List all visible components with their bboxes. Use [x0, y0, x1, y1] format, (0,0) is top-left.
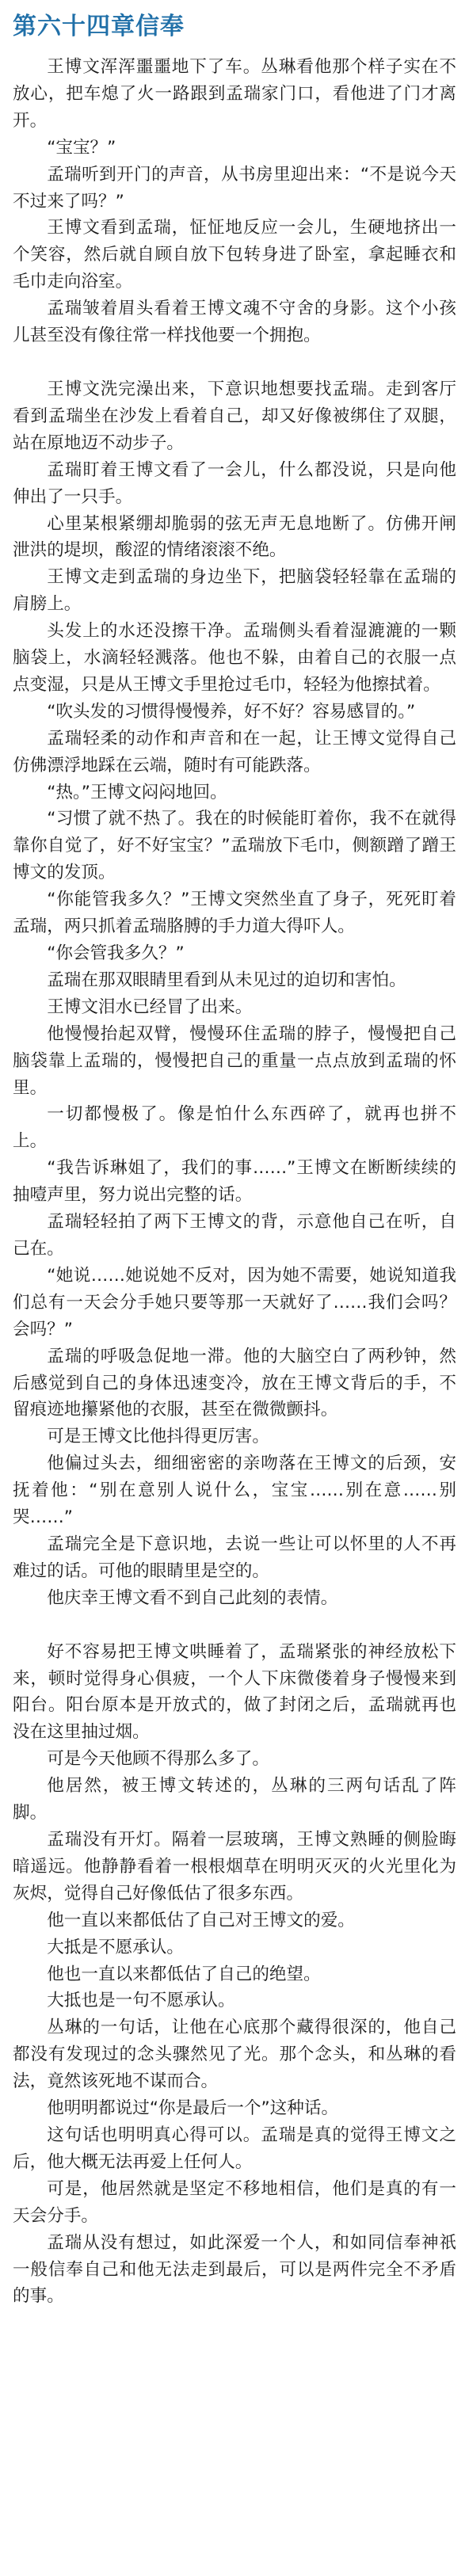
paragraph: 孟瑞完全是下意识地，去说一些让可以怀里的人不再难过的话。可他的眼睛里是空的。 — [13, 1534, 456, 1581]
paragraph: 头发上的水还没擦干净。孟瑞侧头看着湿漉漉的一颗脑袋上，水滴轻轻溅落。他也不躲，由着自己的衣服一点点变湿，只是从王博文手里抢过毛巾，轻轻为他擦拭着。 — [13, 621, 456, 695]
paragraph: 一切都慢极了。像是怕什么东西碎了，就再也拼不上。 — [13, 1104, 456, 1152]
chapter-title: 第六十四章信奉 — [13, 13, 185, 40]
paragraph: 王博文看到孟瑞，怔怔地反应一会儿，生硬地挤出一个笑容，然后就自顾自放下包转身进了卧室，拿起睡衣和毛巾走向浴室。 — [13, 218, 456, 292]
paragraph: 他偏过头去，细细密密的亲吻落在王博文的后颈，安抚着他：“别在意别人说什么，宝宝……别在意……别哭……” — [13, 1454, 456, 1528]
paragraph: 孟瑞轻轻拍了两下王博文的背，示意他自己在听，自己在。 — [13, 1212, 456, 1259]
paragraph-gap — [13, 1612, 456, 1639]
paragraph: 他明明都说过“你是最后一个”这种话。 — [47, 2098, 339, 2119]
paragraph: 孟瑞没有开灯。隔着一层玻璃，王博文熟睡的侧脸晦暗遥远。他静静看着一根根烟草在明明灭灭的火光里化为灰烬，觉得自己好像低估了很多东西。 — [13, 1830, 456, 1903]
chapter-body — [13, 54, 456, 2310]
paragraph-gap — [13, 349, 456, 376]
paragraph: 这句话也明明真心得可以。孟瑞是真的觉得王博文之后，他大概无法再爱上任何人。 — [13, 2124, 456, 2172]
paragraph: 孟瑞皱着眉头看着王博文魂不守舍的身影。这个小孩儿甚至没有像往常一样找他要一个拥抱。 — [13, 299, 456, 346]
paragraph: 心里某根紧绷却脆弱的弦无声无息地断了。仿佛开闸泄洪的堤坝，酸涩的情绪滚滚不绝。 — [13, 513, 456, 561]
paragraph: 王博文浑浑噩噩地下了车。丛琳看他那个样子实在不放心，把车熄了火一路跟到孟瑞家门口，看他进了门才离开。 — [13, 57, 456, 131]
paragraph: “宝宝？” — [47, 137, 116, 158]
paragraph: 王博文洗完澡出来，下意识地想要找孟瑞。走到客厅看到孟瑞坐在沙发上看着自己，却又好像被绑住了双腿，站在原地迈不动步子。 — [13, 379, 456, 453]
paragraph: 孟瑞盯着王博文看了一会儿，什么都没说，只是向他伸出了一只手。 — [13, 459, 456, 507]
paragraph: 他居然，被王博文转述的，丛琳的三两句话乱了阵脚。 — [13, 1776, 456, 1823]
paragraph: “习惯了就不热了。我在的时候能盯着你，我不在就得靠你自觉了，好不好宝宝？”孟瑞放下毛巾，侧额蹭了蹭王博文的发顶。 — [13, 809, 456, 883]
paragraph: 王博文走到孟瑞的身边坐下，把脑袋轻轻靠在孟瑞的肩膀上。 — [13, 567, 456, 615]
paragraph: “你能管我多久？”王博文突然坐直了身子，死死盯着孟瑞，两只抓着孟瑞胳膊的手力道大得吓人。 — [13, 890, 456, 937]
paragraph: 王博文泪水已经冒了出来。 — [47, 996, 253, 1017]
paragraph: 可是今天他顾不得那么多了。 — [47, 1749, 269, 1770]
paragraph: 大抵也是一句不愿承认。 — [47, 1991, 235, 2011]
paragraph: 他也一直以来都低估了自己的绝望。 — [47, 1964, 321, 1984]
paragraph: 大抵是不愿承认。 — [47, 1937, 184, 1957]
paragraph: 孟瑞在那双眼睛里看到从未见过的迫切和害怕。 — [47, 970, 406, 990]
paragraph: 孟瑞听到开门的声音，从书房里迎出来：“不是说今天不过来了吗？” — [13, 164, 456, 211]
paragraph: 孟瑞从没有想过，如此深爱一个人，和如同信奉神祇一般信奉自己和他无法走到最后，可以是两件完全不矛盾的事。 — [13, 2232, 456, 2307]
paragraph: 他一直以来都低估了自己对王博文的爱。 — [47, 1910, 355, 1930]
paragraph: 好不容易把王博文哄睡着了，孟瑞紧张的神经放松下来，顿时觉得身心俱疲，一个人下床微偻着身子慢慢来到阳台。阳台原本是开放式的，做了封闭之后，孟瑞就再也没在这里抽过烟。 — [13, 1641, 456, 1743]
paragraph: 孟瑞的呼吸急促地一滞。他的大脑空白了两秒钟，然后感觉到自己的身体迅速变冷，放在王博文背后的手，不留痕迹地攥紧他的衣服，甚至在微微颤抖。 — [13, 1346, 456, 1420]
paragraph: 可是，他居然就是坚定不移地相信，他们是真的有一天会分手。 — [13, 2178, 456, 2226]
paragraph: “吹头发的习惯得慢慢养，好不好？容易感冒的。” — [47, 701, 416, 722]
paragraph: 丛琳的一句话，让他在心底那个藏得很深的，他自己都没有发现过的念头骤然见了光。那个念头，和丛琳的看法，竟然该死地不谋而合。 — [13, 2018, 456, 2092]
paragraph: 可是王博文比他抖得更厉害。 — [47, 1427, 269, 1447]
paragraph: “我告诉琳姐了，我们的事……”王博文在断断续续的抽噎声里，努力说出完整的话。 — [13, 1158, 456, 1206]
paragraph: 他庆幸王博文看不到自己此刻的表情。 — [47, 1587, 338, 1608]
paragraph: “她说……她说她不反对，因为她不需要，她说知道我们总有一天会分手她只要等那一天就好了……我们会吗？会吗？” — [13, 1265, 456, 1339]
paragraph: 孟瑞轻柔的动作和声音和在一起，让王博文觉得自己仿佛漂浮地踩在云端，随时有可能跌落。 — [13, 728, 456, 775]
paragraph: “热。”王博文闷闷地回。 — [47, 782, 227, 802]
paragraph: 他慢慢抬起双臂，慢慢环住孟瑞的脖子，慢慢把自己脑袋靠上孟瑞的，慢慢把自己的重量一点点放到孟瑞的怀里。 — [13, 1023, 456, 1098]
paragraph: “你会管我多久？” — [47, 943, 185, 963]
